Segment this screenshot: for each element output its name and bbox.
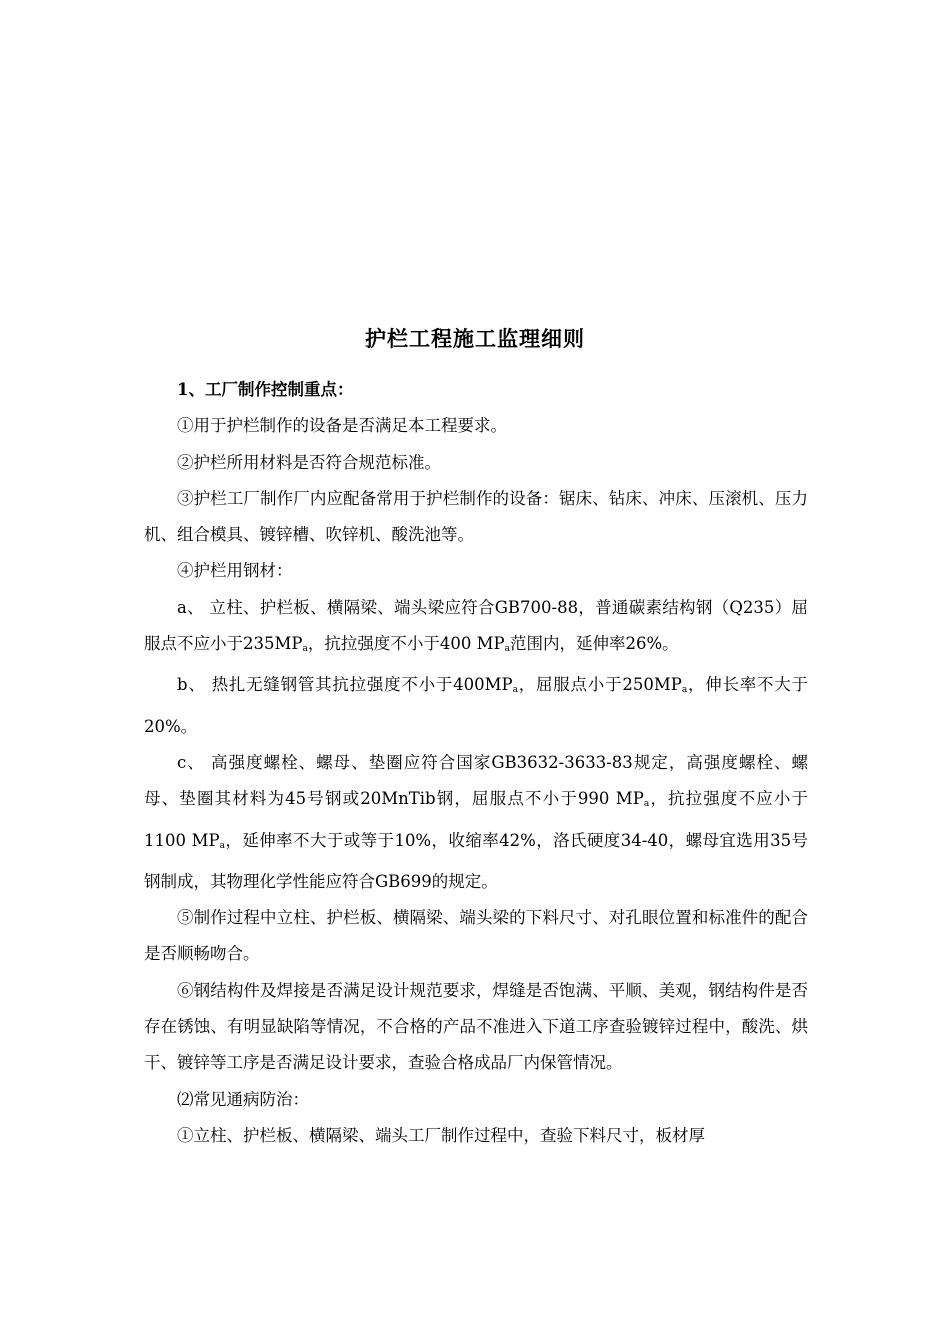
- paragraph-5: ⑤制作过程中立柱、护栏板、横隔梁、端头梁的下料尺寸、对孔眼位置和标准件的配合是否顺畅吻合。: [144, 908, 808, 964]
- unit-subscript: a: [219, 840, 226, 851]
- paragraph-c: [144, 745, 808, 900]
- unit-subscript: a: [512, 685, 519, 696]
- paragraph-1: ①用于护栏制作的设备是否满足本工程要求。: [177, 416, 507, 436]
- paragraph-7: ①立柱、护栏板、横隔梁、端头工厂制作过程中，查验下料尺寸，板材厚: [177, 1125, 705, 1145]
- paragraph-c-text-1: c、 高强度螺栓、螺母、垫圈应符合国家GB3632-3633-83规定，高强度螺栓、螺母、垫圈其材料为45号钢或20MnTib钢，屈服点不小于990 MP: [144, 752, 808, 809]
- paragraph-6: ⑥钢结构件及焊接是否满足设计规范要求，焊缝是否饱满、平顺、美观，钢结构件是否存在锈蚀、有明显缺陷等情况，不合格的产品不准进入下道工序查验镀锌过程中，酸洗、烘干、镀锌等工序是否满足设计要求，查验合格成品厂内保管情况。: [144, 980, 808, 1073]
- unit-subscript: a: [504, 644, 510, 655]
- unit-subscript: a: [302, 644, 308, 655]
- paragraph-b: [144, 667, 808, 745]
- paragraph-c-text-2: ，抗拉强度不应小于1100 MP: [144, 789, 809, 850]
- section-heading-2: ⑵常见通病防治：: [177, 1089, 309, 1109]
- paragraph-b-text-3: ，伸长率不大于20%。: [144, 675, 808, 736]
- paragraph-a-text-3: 范围内，延伸率26%。: [510, 634, 679, 654]
- document-title: 护栏工程施工监理细则: [365, 326, 585, 351]
- paragraph-a-text-1: a、 立柱、护栏板、横隔梁、端头梁应符合GB700-88，普通碳素结构钢（Q235）屈服点不应小于235MP: [144, 597, 808, 654]
- document-body: [144, 372, 808, 1154]
- paragraph-2: ②护栏所用材料是否符合规范标准。: [177, 452, 441, 472]
- paragraph-a-text-2: ，抗拉强度不小于400 MP: [307, 634, 505, 654]
- unit-subscript: a: [681, 685, 688, 696]
- paragraph-4: ④护栏用钢材：: [177, 561, 293, 581]
- paragraph-b-text-1: b、 热扎无缝钢管其抗拉强度不小于400MP: [177, 675, 513, 695]
- paragraph-3: ③护栏工厂制作厂内应配备常用于护栏制作的设备：锯床、钻床、冲床、压滚机、压力机、组合模具、镀锌槽、吹锌机、酸洗池等。: [144, 488, 808, 545]
- paragraph-b-text-2: ，屈服点小于250MP: [518, 675, 682, 695]
- unit-subscript: a: [643, 799, 650, 810]
- paragraph-a: [144, 590, 808, 668]
- section-heading-1: 1、工厂制作控制重点：: [177, 380, 354, 399]
- paragraph-c-text-3: ，延伸率不大于或等于10%，收缩率42%，洛氏硬度34-40，螺母宜选用35号钢制成，其物理化学性能应符合GB699的规定。: [144, 830, 808, 891]
